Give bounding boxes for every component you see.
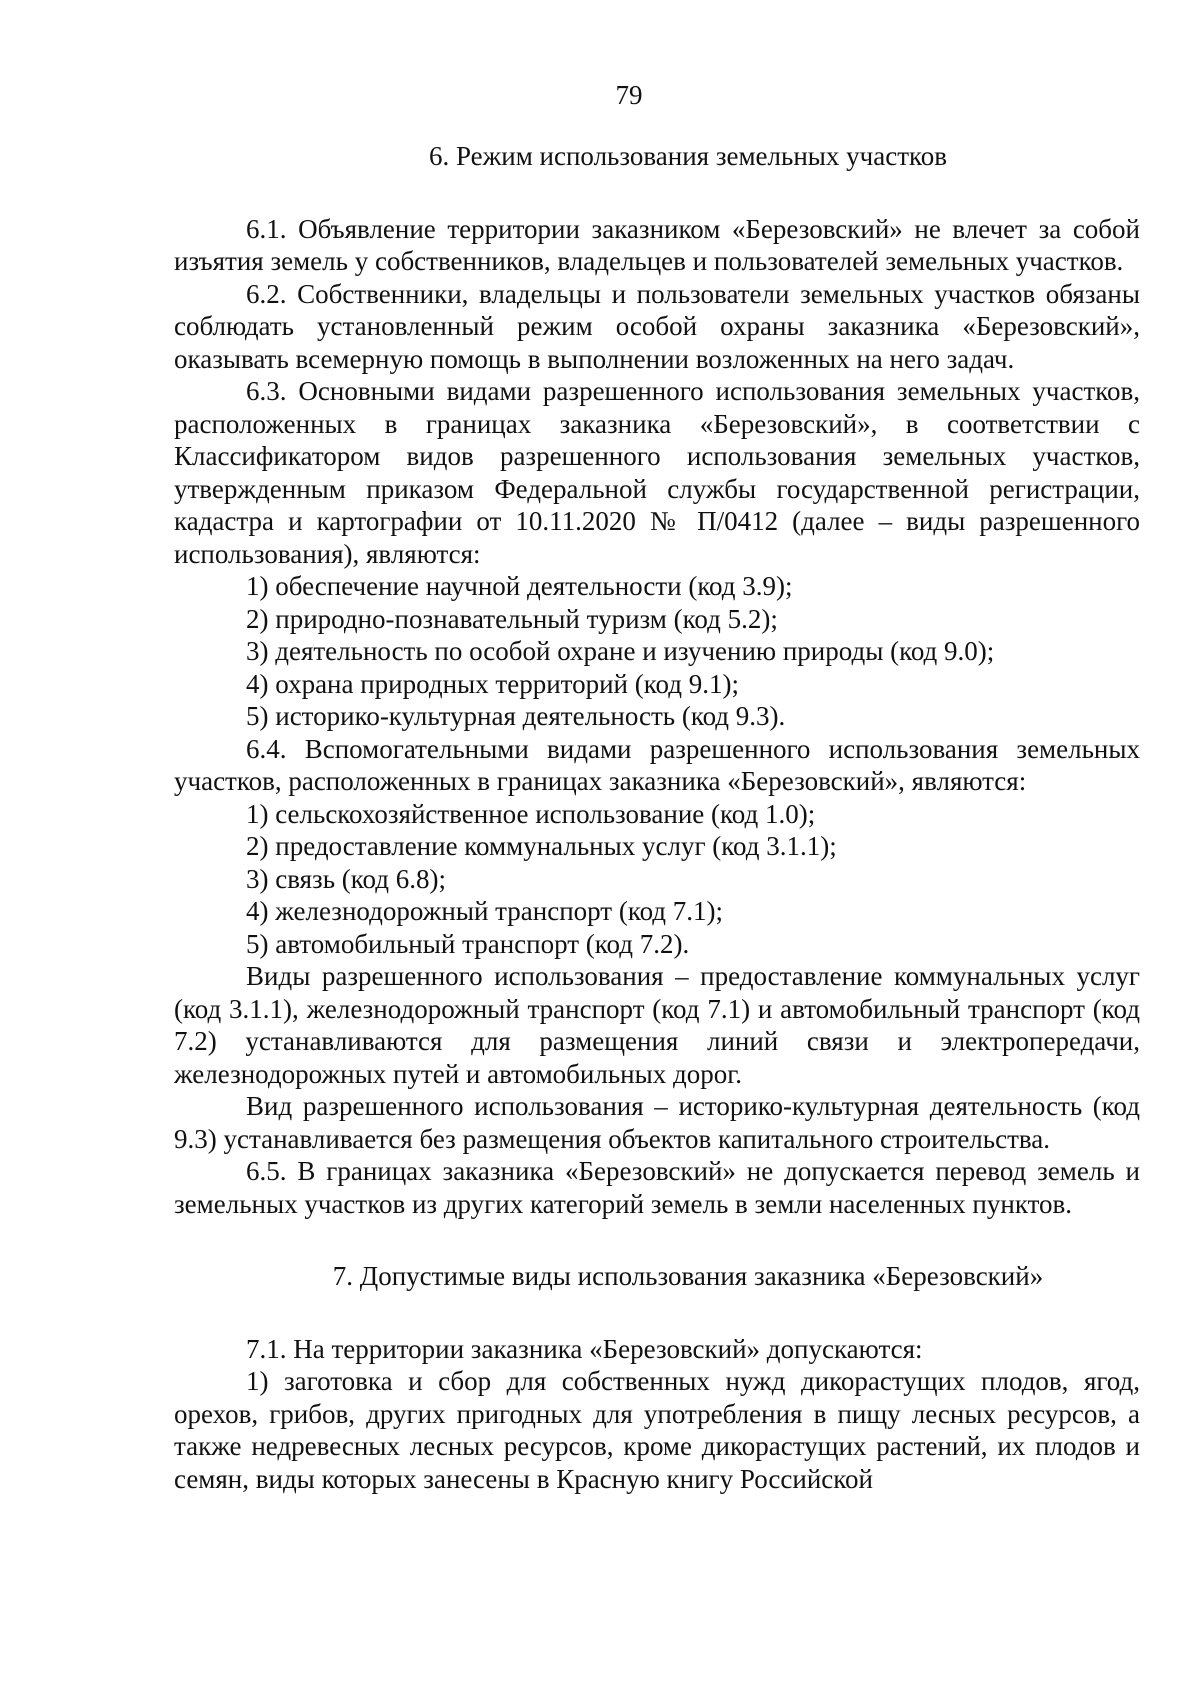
list-item: 4) охрана природных территорий (код 9.1); <box>246 668 739 699</box>
list-item: 1) сельскохозяйственное использование (код 1.0); <box>246 798 816 829</box>
paragraph-6-1: 6.1. Объявление территории заказником «Березовский» не влечет за собой изъятия земель у собственников, владельцев и пользователей земельных участков. <box>174 213 1140 276</box>
list-item: 3) связь (код 6.8); <box>246 863 446 894</box>
paragraph-historical-use-note: Вид разрешенного использования – историко-культурная деятельность (код 9.3) устанавливается без размещения объектов капитального строительства. <box>174 1091 1140 1154</box>
list-item: 5) историко-культурная деятельность (код 9.3). <box>246 701 786 731</box>
page-number: 79 <box>615 80 643 110</box>
paragraph-6-5: 6.5. В границах заказника «Березовский» не допускается перевод земель и земельных участков из других категорий земель в земли населенных пунктов. <box>174 1156 1140 1219</box>
list-item: 1) заготовка и сбор для собственных нужд дикорастущих плодов, ягод, орехов, грибов, других пригодных для употребления в пищу лесных ресурсов, а также недревесных лесных ресурсов, кроме дикорастущих растений, их плодов и семян, виды которых занесены в Красную книгу Российской <box>174 1366 1140 1494</box>
list-item: 4) железнодорожный транспорт (код 7.1); <box>246 896 724 926</box>
paragraph-6-2: 6.2. Собственники, владельцы и пользователи земельных участков обязаны соблюдать установленный режим особой охраны заказника «Березовский», оказывать всемерную помощь в выполнении возложенных на него задач. <box>174 278 1140 374</box>
paragraph-permitted-uses-note: Виды разрешенного использования – предоставление коммунальных услуг (код 3.1.1), железнодорожный транспорт (код 7.1) и автомобильный транспорт (код 7.2) устанавливаются для размещения линий связи и электропередачи, железнодорожных путей и автомобильных дорог. <box>174 961 1140 1089</box>
document-body <box>174 140 1140 1495</box>
section-7-heading: 7. Допустимые виды использования заказника «Березовский» <box>332 1261 1044 1291</box>
list-item: 1) обеспечение научной деятельности (код 3.9); <box>246 571 793 601</box>
paragraph-6-3: 6.3. Основными видами разрешенного использования земельных участков, расположенных в границах заказника «Березовский», в соответствии с Классификатором видов разрешенного использования земельных участков, утвержденным приказом Федеральной службы государственной регистрации, кадастра и картографии от 10.11.2020 № П/0412 (далее – виды разрешенного использования), являются: <box>174 376 1140 569</box>
paragraph-7-1: 7.1. На территории заказника «Березовский» допускаются: <box>246 1333 923 1364</box>
list-item: 2) предоставление коммунальных услуг (код 3.1.1); <box>246 831 837 861</box>
paragraph-6-4: 6.4. Вспомогательными видами разрешенного использования земельных участков, расположенных в границах заказника «Березовский», являются: <box>174 733 1140 796</box>
list-item: 3) деятельность по особой охране и изучению природы (код 9.0); <box>246 636 995 666</box>
list-item: 5) автомобильный транспорт (код 7.2). <box>246 928 690 959</box>
list-item: 2) природно-познавательный туризм (код 5.2); <box>246 603 778 634</box>
section-6-heading: 6. Режим использования земельных участков <box>428 141 948 171</box>
